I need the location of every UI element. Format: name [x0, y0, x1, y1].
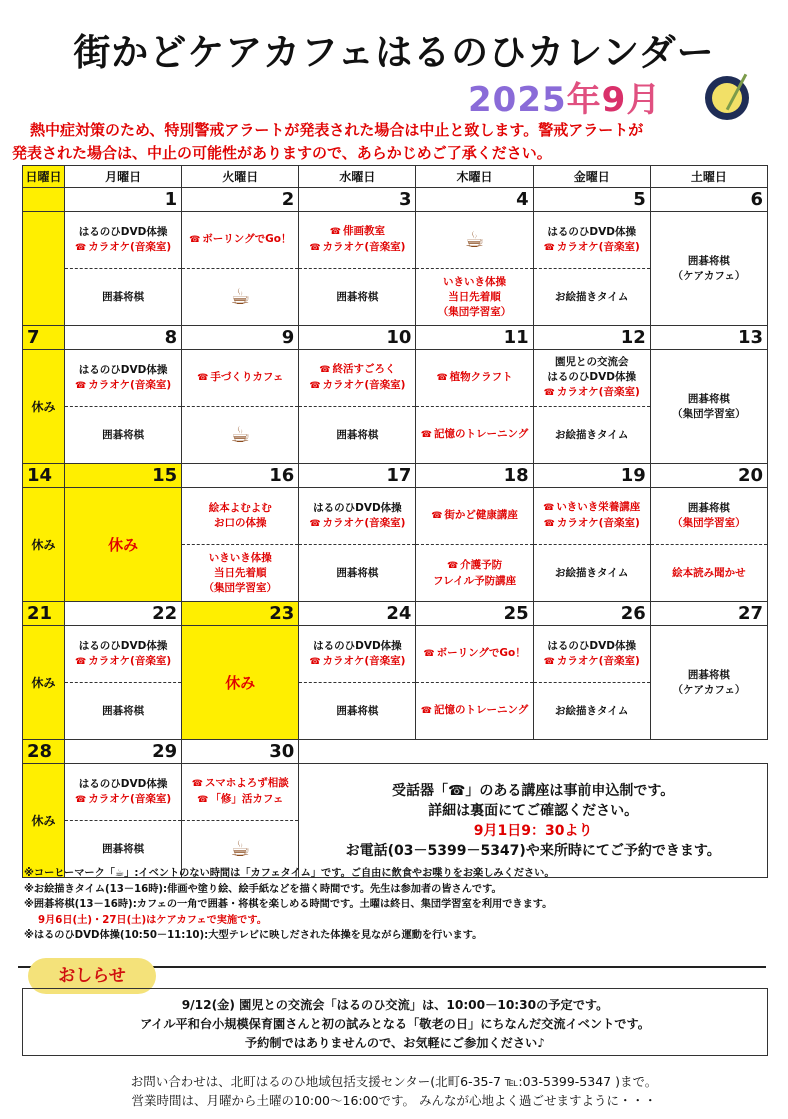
event-line: [330, 224, 385, 240]
phone-icon: ☎: [309, 656, 321, 667]
event-line: 囲碁将棋: [687, 392, 730, 405]
event-line: （集団学習室）: [437, 305, 512, 318]
day-cell: [182, 212, 299, 326]
day-cell: [299, 488, 416, 602]
note-igo-dates: 9月6日(土)・27日(土)はケアカフェで実施です。: [38, 914, 267, 926]
event-line: 絵本よむよむ: [208, 502, 272, 514]
phone-icon: ☎: [197, 373, 209, 383]
day-cell: [416, 350, 533, 464]
day-cell: [650, 626, 767, 740]
event-line: （集団学習室）: [672, 517, 746, 529]
event-line: お絵描きタイム: [555, 704, 629, 717]
date-number: 5: [533, 188, 650, 212]
afternoon-events: [65, 683, 181, 739]
event-line: 囲碁将棋: [336, 428, 379, 441]
event-line: はるのひDVD体操: [547, 639, 636, 652]
event-row: [23, 488, 768, 602]
weekday-header: 月曜日: [65, 166, 182, 188]
event-line: [544, 516, 640, 532]
date-number: [650, 740, 767, 764]
day-cell: [650, 212, 767, 326]
morning-events: [416, 350, 532, 407]
holiday-cell: 休み: [65, 488, 182, 602]
day-cell: [650, 488, 767, 602]
event-line: お絵描きタイム: [555, 290, 629, 303]
date-number: 16: [182, 464, 299, 488]
day-cell: [533, 626, 650, 740]
date-number: [299, 740, 416, 764]
phone-icon: ☎: [191, 779, 203, 789]
date-number: 7: [23, 326, 65, 350]
phone-icon: ☎: [431, 511, 443, 521]
morning-events: [299, 488, 415, 545]
rest-day-cell: 休み: [23, 488, 65, 602]
event-line: はるのひDVD体操: [313, 639, 402, 652]
date-number: 29: [65, 740, 182, 764]
event-label: カラオケ(音楽室): [88, 240, 172, 253]
date-number: [533, 740, 650, 764]
morning-events: [416, 212, 532, 269]
event-line: はるのひDVD体操: [547, 225, 636, 238]
phone-icon: ☎: [543, 503, 555, 513]
note-drawing: ※お絵描きタイム(13－16時):俳画や塗り絵、絵手紙などを描く時間です。先生は参加者の皆さんです。: [24, 883, 502, 895]
phone-icon: ☎: [543, 388, 555, 398]
phone-icon: ☎: [446, 560, 459, 571]
afternoon-events: [299, 545, 415, 601]
event-label: カラオケ(音楽室): [322, 379, 406, 391]
morning-events: [182, 212, 298, 269]
news-box: 9/12(金) 園児との交流会「はるのひ交流」は、10:00－10:30の予定です。 アイル平和台小規模保育園さんと初の試みとなる「敬老の日」にちなんだ交流イベントです。 予約制ではありませんので、お気軽にご参加ください♪: [22, 988, 768, 1056]
day-cell: [299, 212, 416, 326]
event-line: フレイル予防講座: [433, 574, 517, 587]
heat-alert-notice: 熱中症対策のため、特別警戒アラートが発表された場合は中止と致します。警戒アラートが 発表された場合は、中止の可能性がありますので、あらかじめご了承ください。: [12, 121, 644, 162]
note-igo: ※囲碁将棋(13－16時):カフェの一角で囲碁・将棋を楽しめる時間です。土曜は終日、集団学習室を利用できます。: [24, 899, 553, 910]
event-label: カラオケ(音楽室): [322, 654, 406, 667]
event-line: [75, 792, 171, 808]
date-number: 2: [182, 188, 299, 212]
reservation-info: [299, 764, 768, 878]
day-cell: [416, 212, 533, 326]
event-line: [75, 378, 171, 394]
date-number: 14: [23, 464, 65, 488]
date-number: 22: [65, 602, 182, 626]
event-line: [431, 508, 518, 524]
event-line: 囲碁将棋: [102, 290, 145, 303]
event-line: [544, 385, 640, 401]
event-line: お絵描きタイム: [555, 566, 629, 579]
afternoon-events: [534, 407, 650, 463]
afternoon-events: [534, 545, 650, 601]
event-label: カラオケ(音楽室): [556, 654, 640, 667]
phone-icon: ☎: [319, 365, 331, 375]
info-line: お電話(03－5399－5347)や来所時にてご予約できます。: [345, 842, 721, 859]
date-row: [23, 464, 768, 488]
date-number: 26: [533, 602, 650, 626]
afternoon-events: [182, 545, 298, 601]
phone-icon: ☎: [75, 794, 87, 805]
event-row: [23, 626, 768, 740]
morning-events: [182, 488, 298, 545]
calendar-table: [22, 165, 768, 878]
event-line: はるのひDVD体操: [78, 363, 168, 376]
phone-icon: ☎: [75, 242, 87, 253]
date-number: 27: [650, 602, 767, 626]
afternoon-events: [65, 407, 181, 463]
event-label: 記憶のトレーニング: [434, 704, 529, 716]
event-line: いきいき体操: [208, 551, 272, 564]
morning-events: [182, 764, 298, 821]
date-number: 11: [416, 326, 533, 350]
event-line: [75, 240, 171, 256]
day-cell: [299, 626, 416, 740]
event-line: はるのひDVD体操: [78, 639, 168, 652]
day-cell: [65, 212, 182, 326]
date-number: 15: [65, 464, 182, 488]
event-label: カラオケ(音楽室): [556, 386, 640, 398]
phone-icon: ☎: [309, 243, 321, 253]
date-number: 12: [533, 326, 650, 350]
afternoon-events: [299, 683, 415, 739]
event-label: カラオケ(音楽室): [88, 654, 172, 667]
date-number: 20: [650, 464, 767, 488]
full-event: [651, 626, 767, 739]
afternoon-events: [65, 269, 181, 325]
weekday-header: 水曜日: [299, 166, 416, 188]
morning-events: [299, 350, 415, 407]
phone-icon: ☎: [329, 227, 341, 237]
event-label: 手づくりカフェ: [210, 371, 284, 383]
event-line: [197, 370, 283, 386]
event-line: お絵描きタイム: [555, 428, 629, 441]
date-number: [416, 740, 533, 764]
event-line: [189, 232, 291, 248]
date-number: 6: [650, 188, 767, 212]
afternoon-events: [416, 683, 532, 739]
afternoon-events: [299, 407, 415, 463]
event-line: 絵本読み聞かせ: [672, 566, 746, 579]
event-label: 終活すごろく: [332, 363, 396, 375]
day-cell: [650, 350, 767, 464]
afternoon-events: [651, 545, 767, 601]
afternoon-events: [534, 683, 650, 739]
date-number: 30: [182, 740, 299, 764]
coffee-cup-icon: ☕: [464, 227, 485, 253]
event-line: 園児との交流会: [554, 356, 629, 368]
notes: [24, 866, 555, 944]
coffee-cup-icon: ☕: [230, 422, 251, 448]
event-label: カラオケ(音楽室): [556, 240, 640, 253]
coffee-cup-icon: ☕: [230, 836, 251, 862]
phone-icon: ☎: [197, 795, 209, 805]
event-line: 囲碁将棋: [336, 290, 379, 303]
event-line: はるのひDVD体操: [78, 225, 168, 238]
holiday-cell: 休み: [182, 626, 299, 740]
weekday-header: 土曜日: [650, 166, 767, 188]
day-cell: [416, 488, 533, 602]
date-number: 18: [416, 464, 533, 488]
phone-icon: ☎: [543, 519, 555, 529]
event-label: 街かど健康講座: [444, 509, 518, 521]
event-label: ボーリングでGo！: [436, 647, 526, 659]
weekday-header: 木曜日: [416, 166, 533, 188]
event-line: [423, 646, 525, 662]
phone-icon: ☎: [75, 380, 87, 391]
event-line: （ケアカフェ）: [672, 269, 746, 282]
phone-icon: ☎: [309, 381, 321, 391]
morning-events: [182, 350, 298, 407]
day-cell: [533, 488, 650, 602]
date-row: [23, 740, 768, 764]
event-line: [421, 703, 529, 719]
event-label: スマホよろず相談: [204, 777, 289, 789]
event-line: はるのひDVD体操: [78, 777, 168, 790]
weekday-header: 金曜日: [533, 166, 650, 188]
event-line: 囲碁将棋: [102, 428, 145, 441]
event-line: [309, 516, 405, 532]
phone-icon: ☎: [543, 656, 555, 667]
date-number: 1: [65, 188, 182, 212]
event-line: （ケアカフェ）: [672, 683, 746, 696]
event-line: 囲碁将棋: [102, 842, 145, 855]
event-line: はるのひDVD体操: [313, 501, 402, 514]
event-line: [544, 654, 640, 670]
day-cell: [182, 488, 299, 602]
morning-events: [416, 626, 532, 683]
date-number: 9: [182, 326, 299, 350]
event-line: はるのひDVD体操: [547, 371, 636, 383]
date-number: 8: [65, 326, 182, 350]
event-line: 囲碁将棋: [687, 254, 730, 267]
rest-day-cell: [23, 212, 65, 326]
weekday-header: 火曜日: [182, 166, 299, 188]
event-label: カラオケ(音楽室): [88, 792, 172, 805]
day-cell: [182, 764, 299, 878]
event-line: [309, 654, 405, 670]
event-label: 植物クラフト: [449, 371, 513, 383]
day-cell: [533, 212, 650, 326]
coffee-cup-icon: ☕: [230, 284, 251, 310]
phone-icon: ☎: [436, 373, 448, 383]
day-cell: [533, 350, 650, 464]
event-label: カラオケ(音楽室): [88, 378, 172, 391]
afternoon-events: [182, 269, 298, 325]
event-line: [543, 500, 640, 516]
date-row: [23, 602, 768, 626]
phone-icon: ☎: [189, 235, 201, 245]
footer: お問い合わせは、北町はるのひ地域包括支援センター(北町6-35-7 ℡:03-5399-5347 )まで。 営業時間は、月曜から土曜の10:00～16:00です。 みんなが心地よく過ごせますように・・・: [130, 1074, 658, 1108]
date-number: 19: [533, 464, 650, 488]
event-label: カラオケ(音楽室): [322, 516, 406, 529]
year-month-heading: 2025年9月: [468, 80, 662, 120]
event-line: 囲碁将棋: [102, 704, 145, 717]
event-line: [421, 427, 529, 443]
event-line: 当日先着順: [213, 566, 267, 579]
day-cell: [182, 350, 299, 464]
moon-icon: [705, 76, 749, 120]
event-line: [309, 378, 405, 394]
morning-events: [65, 764, 181, 821]
morning-events: [299, 626, 415, 683]
event-line: [544, 240, 640, 256]
date-number: 10: [299, 326, 416, 350]
phone-icon: ☎: [420, 430, 432, 440]
morning-events: [534, 350, 650, 407]
event-line: [75, 654, 171, 670]
day-cell: [65, 764, 182, 878]
date-number: 4: [416, 188, 533, 212]
event-label: 記憶のトレーニング: [434, 428, 529, 440]
day-cell: [65, 626, 182, 740]
day-cell: [416, 626, 533, 740]
event-label: 「修」活カフェ: [210, 793, 284, 805]
event-row: [23, 764, 768, 878]
full-event: [651, 212, 767, 325]
date-number: 21: [23, 602, 65, 626]
event-label: いきいき栄養講座: [556, 501, 641, 513]
event-line: 囲碁将棋: [687, 502, 730, 514]
event-line: 囲碁将棋: [336, 704, 379, 717]
date-row: [23, 188, 768, 212]
event-label: カラオケ(音楽室): [322, 241, 406, 253]
event-line: [192, 776, 289, 792]
full-event: [651, 350, 767, 463]
phone-icon: ☎: [423, 649, 435, 659]
event-line: 囲碁将棋: [687, 668, 730, 681]
page-title: 街かどケアカフェはるのひカレンダー: [73, 31, 715, 74]
rest-day-cell: 休み: [23, 764, 65, 878]
phone-icon: ☎: [309, 518, 321, 529]
date-number: 28: [23, 740, 65, 764]
phone-icon: ☎: [75, 656, 87, 667]
morning-events: [299, 212, 415, 269]
rest-day-cell: 休み: [23, 626, 65, 740]
date-number: 23: [182, 602, 299, 626]
afternoon-events: [416, 545, 532, 601]
phone-icon: ☎: [543, 242, 555, 253]
event-line: いきいき体操: [443, 275, 507, 288]
date-row: [23, 326, 768, 350]
morning-events: [65, 626, 181, 683]
oshirase-badge: おしらせ: [28, 958, 156, 994]
morning-events: [534, 212, 650, 269]
morning-events: [534, 626, 650, 683]
afternoon-events: [416, 407, 532, 463]
morning-events: [65, 212, 181, 269]
rest-day-cell: 休み: [23, 350, 65, 464]
event-row: [23, 212, 768, 326]
event-label: カラオケ(音楽室): [556, 517, 640, 529]
date-number: 25: [416, 602, 533, 626]
weekday-header: 日曜日: [23, 166, 65, 188]
note-coffee: ※コーヒーマーク「☕」:イベントのない時間は「カフェタイム」です。ご自由に飲食やお喋りをお楽しみください。: [24, 868, 555, 879]
info-line: 詳細は裏面にてご確認ください。: [428, 802, 639, 819]
event-line: [447, 558, 502, 574]
event-line: 囲碁将棋: [336, 566, 379, 579]
date-number: 24: [299, 602, 416, 626]
event-label: 俳画教室: [343, 225, 385, 237]
day-cell: [65, 350, 182, 464]
date-number: 3: [299, 188, 416, 212]
event-line: [197, 792, 283, 808]
date-number: 13: [650, 326, 767, 350]
note-dvd: ※はるのひDVD体操(10:50－11:10):大型テレビに映しだされた体操を見ながら運動を行います。: [24, 930, 483, 941]
event-label: 介護予防: [460, 558, 503, 571]
morning-events: [651, 488, 767, 545]
event-label: ボーリングでGo！: [202, 233, 292, 245]
event-line: （集団学習室）: [203, 581, 277, 594]
morning-events: [416, 488, 532, 545]
info-line: 9月1日9：30より: [473, 822, 593, 839]
morning-events: [534, 488, 650, 545]
event-line: お口の体操: [213, 517, 267, 529]
day-cell: [299, 350, 416, 464]
date-number: [23, 188, 65, 212]
afternoon-events: [299, 269, 415, 325]
event-line: （集団学習室）: [672, 407, 746, 420]
event-line: 当日先着順: [448, 290, 501, 303]
event-row: [23, 350, 768, 464]
event-line: [319, 362, 395, 378]
event-line: [436, 370, 512, 386]
event-line: [309, 240, 405, 256]
morning-events: [65, 350, 181, 407]
phone-icon: ☎: [420, 706, 432, 716]
afternoon-events: [416, 269, 532, 325]
afternoon-events: [534, 269, 650, 325]
date-number: 17: [299, 464, 416, 488]
calendar-header-row: [23, 166, 768, 188]
info-line: 受話器「☎」のある講座は事前申込制です。: [391, 782, 675, 799]
afternoon-events: [182, 407, 298, 463]
